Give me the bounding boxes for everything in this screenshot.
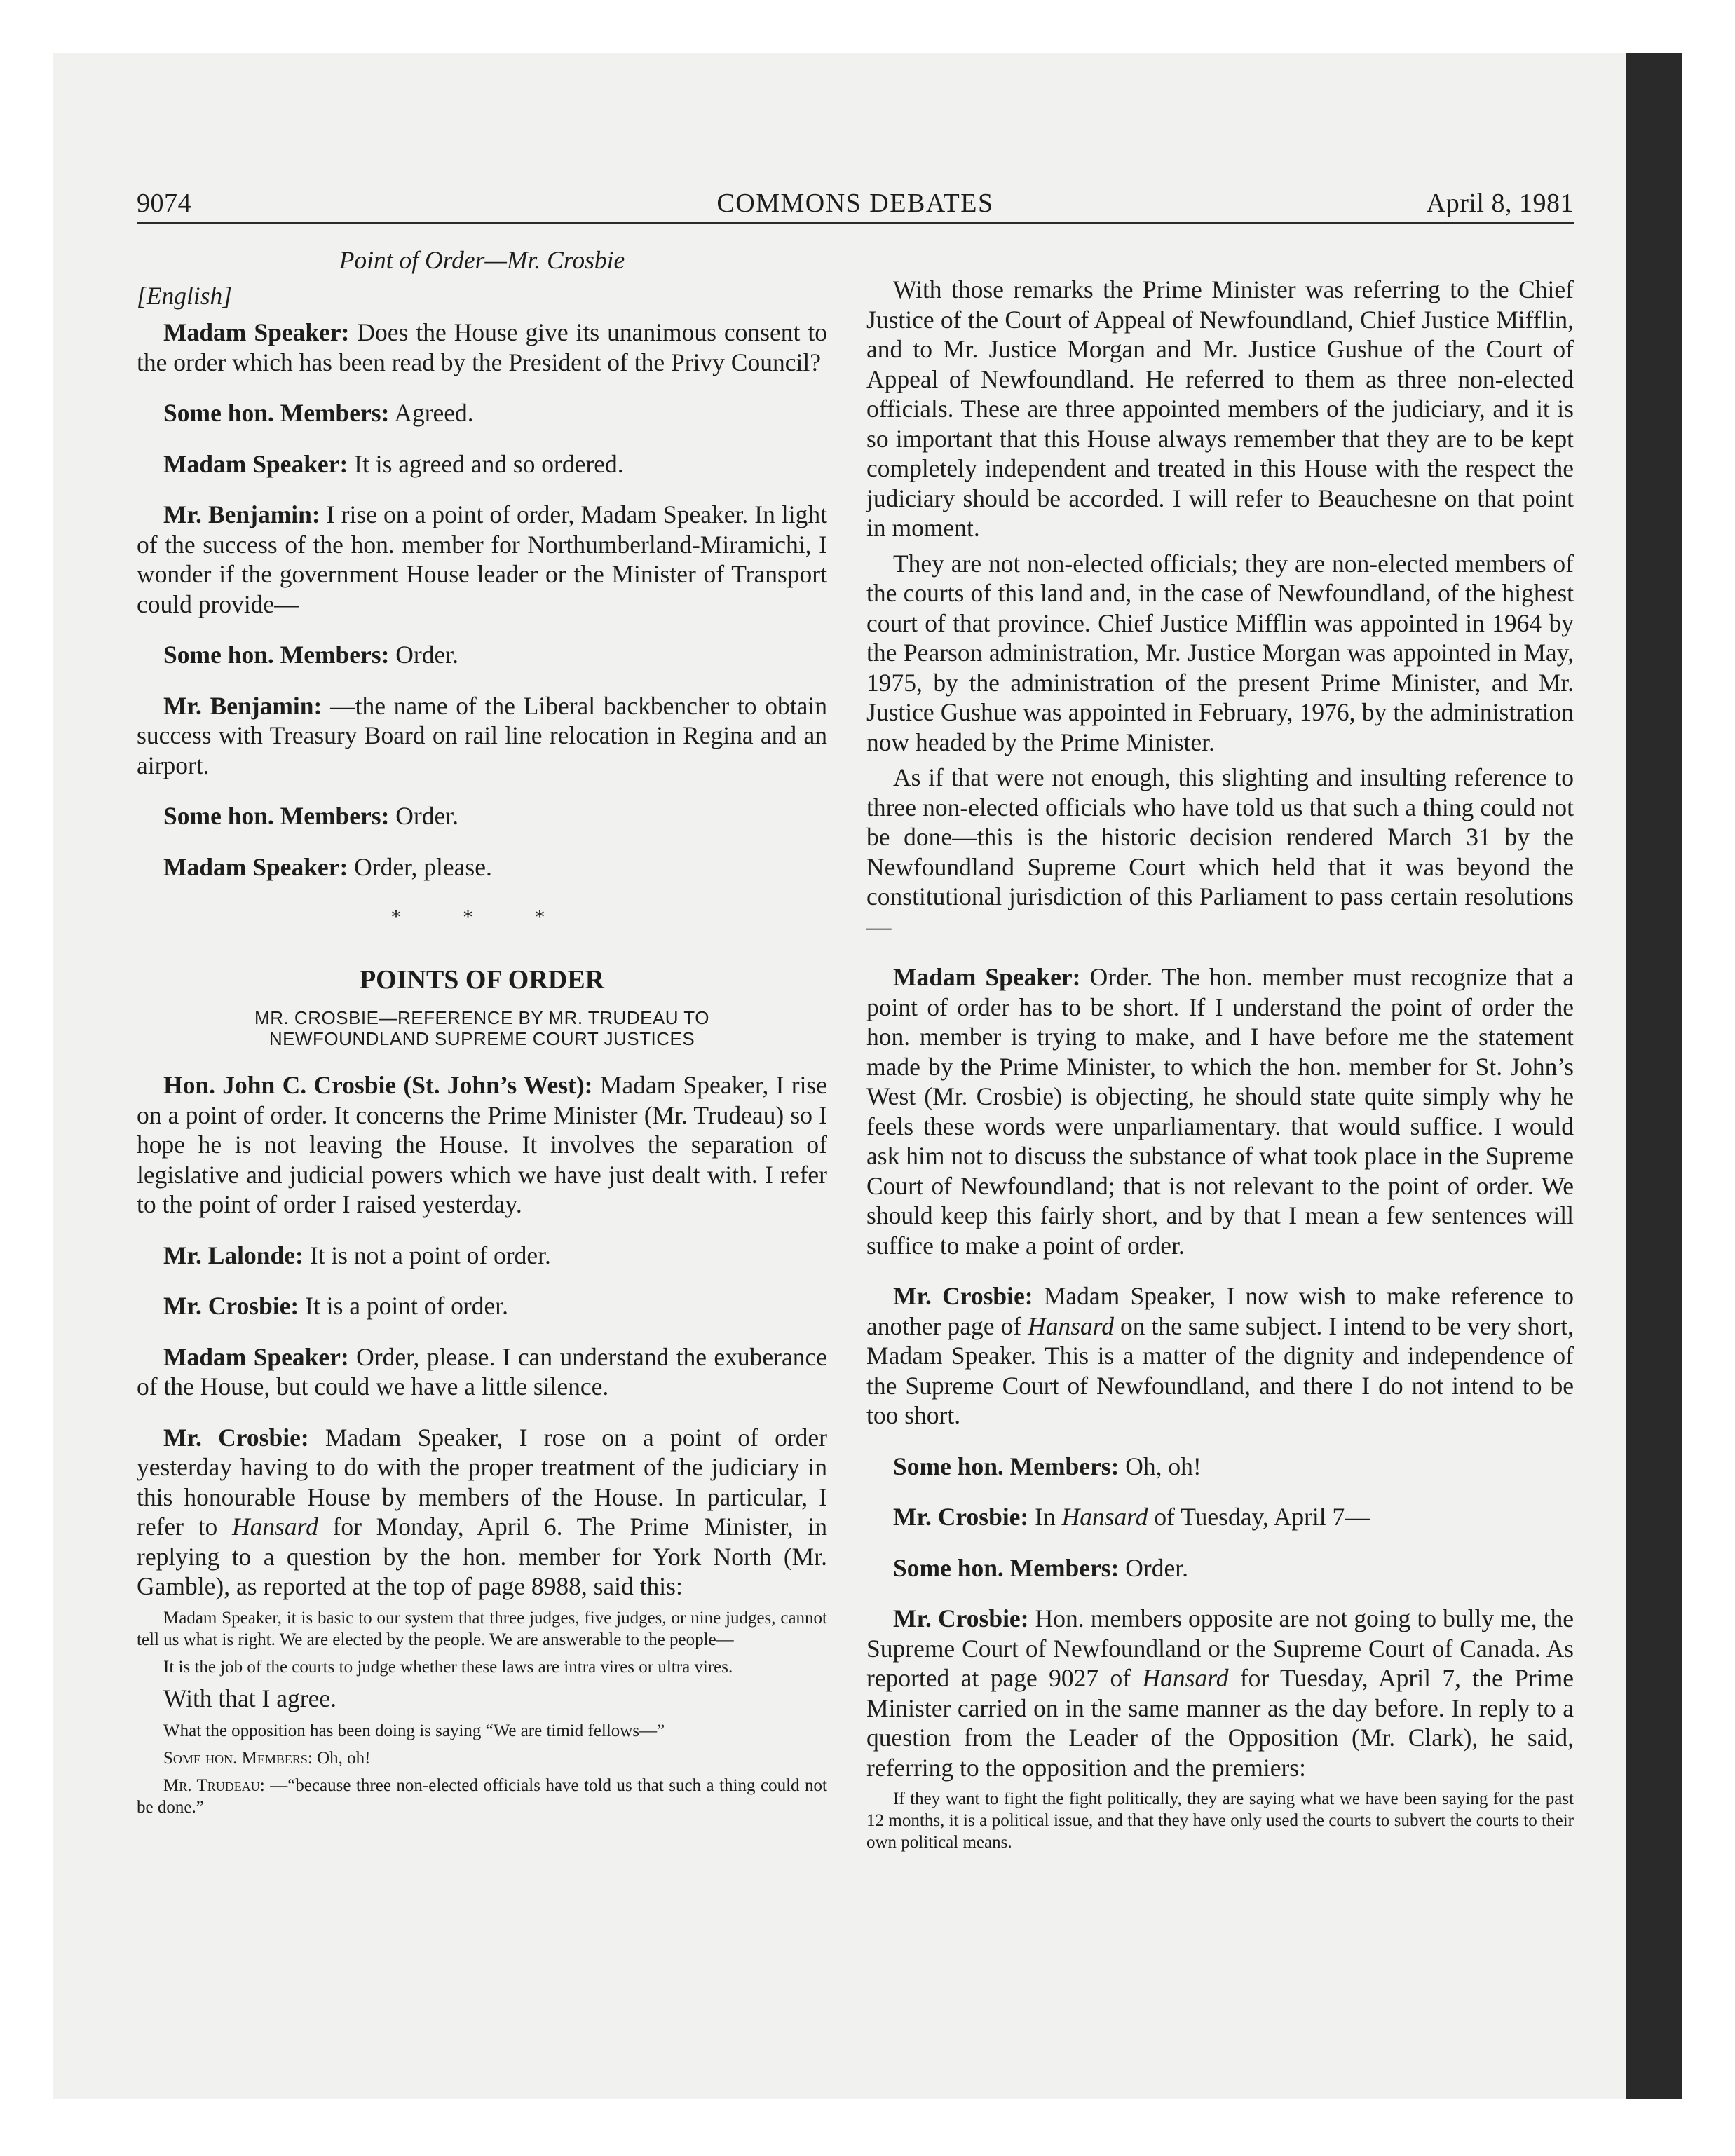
speech-text: It is agreed and so ordered. (348, 449, 624, 478)
speech-text: for Monday, April 6. The Prime Minister, in replying to a question by the hon. member for York North (Mr. Gamble), as reported at the top of page 8988, said this: (137, 1513, 827, 1600)
speaker-name: Mr. Crosbie: (893, 1503, 1029, 1531)
speech-text: Order. (389, 802, 459, 830)
speech-text: It is not a point of order. (303, 1241, 551, 1269)
speaker-name: Mr. Lalonde: (163, 1241, 304, 1269)
speech (866, 1281, 1574, 1431)
speaker-name: Mr. Crosbie: (893, 1604, 1029, 1632)
section-heading: POINTS OF ORDER (359, 964, 605, 995)
speaker-name: Madam Speaker: (163, 1342, 349, 1371)
speaker-name: Some hon. Members: (163, 802, 390, 830)
right-column (866, 275, 1574, 1859)
speech-text: Hon. members opposite are not going to bully me, the Supreme Court of Newfoundland or the Supreme Court of Canada. As reported at page 9027 of (866, 1604, 1574, 1692)
page-date: April 8, 1981 (1426, 189, 1574, 218)
quotation: It is the job of the courts to judge whether these laws are intra vires or ultra vires. (163, 1657, 733, 1677)
speech-text: Order. (389, 641, 459, 669)
hansard-reference: Hansard (231, 1513, 318, 1541)
quoted-speaker: Some hon. Members: (163, 1749, 313, 1768)
speech-text: Does the House give its unanimous consent to the order which has been read by the President of the Privy Council? (137, 318, 827, 376)
quoted-text: —“because three non-elected officials have told us that such a thing could not be done.” (137, 1776, 827, 1817)
header-rule (137, 222, 1574, 224)
hansard-reference: Hansard (1061, 1503, 1148, 1531)
quotation (137, 1775, 827, 1818)
speech-text: In (1028, 1503, 1062, 1531)
speech-continuation: As if that were not enough, this slighting and insulting reference to three non-elected officials who have told us that such a thing could not be done—this is the historic decision rendered March 31 by the Newfoundland Supreme Court which held that it was beyond the constitutional jurisdiction of this Parliament to pass certain resolutions— (866, 763, 1574, 941)
speech-text: Oh, oh! (1119, 1452, 1202, 1480)
speech (137, 1342, 827, 1402)
speaker-name: Madam Speaker: (163, 852, 348, 881)
speaker-name: Madam Speaker: (163, 318, 350, 346)
speech-continuation: With those remarks the Prime Minister was referring to the Chief Justice of the Court of Appeal of Newfoundland, Chief Justice Mifflin, and to Mr. Justice Morgan and Mr. Justice Gushue of the Court of Appeal of Newfoundland. He referred to them as three non-elected officials. These are three appointed members of the judiciary, and it is so important that this House always remember that they are to be kept completely independent and treated in this House with the respect the judiciary should be accorded. I will refer to Beauchesne on that point in moment. (866, 275, 1574, 542)
speech (866, 1502, 1574, 1532)
hansard-reference: Hansard (1142, 1664, 1229, 1692)
speaker-name: Some hon. Members: (893, 1452, 1120, 1480)
speech-text: —the name of the Liberal backbencher to obtain success with Treasury Board on rail line relocation in Regina and an airport. (137, 691, 827, 779)
speech-text: Agreed. (389, 399, 474, 427)
quotation: What the opposition has been doing is saying “We are timid fellows—” (163, 1721, 665, 1740)
speech-text: Madam Speaker, I rise on a point of order. It concerns the Prime Minister (Mr. Trudeau) so I hope he is not leaving the House. It involves the separation of legislative and judicial powers which we have just dealt with. I refer to the point of order I raised yesterday. (137, 1071, 827, 1218)
speech-text: Madam Speaker, I rose on a point of order yesterday having to do with the proper treatment of the judiciary in this honourable House by members of the House. In particular, I refer to (137, 1423, 827, 1541)
speaker-name: Hon. John C. Crosbie (St. John’s West): (163, 1071, 593, 1099)
speaker-name: Mr. Crosbie: (163, 1292, 299, 1320)
speaker-name: Some hon. Members: (163, 641, 390, 669)
speech-text: I rise on a point of order, Madam Speaker. In light of the success of the hon. member for Northumberland-Miramichi, I wonder if the government House leader or the Minister of Transport could provide— (137, 500, 827, 618)
speech-continuation: With that I agree. (163, 1684, 336, 1712)
quotation (137, 1747, 827, 1769)
speech (137, 449, 827, 479)
speaker-name: Mr. Crosbie: (163, 1423, 309, 1452)
subheading-line: NEWFOUNDLAND SUPREME COURT JUSTICES (268, 1028, 695, 1049)
speech-text: for Tuesday, April 7, the Prime Minister carried on in the same manner as the day before. In reply to a question from the Leader of the Opposition (Mr. Clark), he said, referring to the opposition and the premiers: (866, 1664, 1574, 1782)
speech-continuation: They are not non-elected officials; they are non-elected members of the courts of this land and, in the case of Newfoundland, of the highest court of that province. Chief Justice Mifflin was appointed in 1964 by the Pearson administration, Mr. Justice Morgan was appointed in May, 1975, by the administration of the present Prime Minister, and Mr. Justice Gushue was appointed in February, 1976, by the administration now headed by the Prime Minister. (866, 549, 1574, 756)
speaker-name: Mr. Benjamin: (163, 500, 320, 528)
speaker-name: Madam Speaker: (893, 963, 1081, 991)
speech-text: Order. The hon. member must recognize that a point of order has to be short. If I understand the point of order the hon. member is trying to make, and I have before me the statement made by the Prime Minister, to which the hon. member for St. John’s West (Mr. Crosbie) is objecting, he should state quite simply why he feels these words were unparliamentary. that would suffice. I would ask him not to discuss the substance of what took place in the Supreme Court of Newfoundland; that is not relevant to the point of order. We should keep this fairly short, and by that I mean a few sentences will suffice to make a point of order. (866, 963, 1574, 1260)
hansard-reference: Hansard (1028, 1311, 1115, 1340)
quoted-text: Oh, oh! (312, 1749, 371, 1768)
speech (137, 852, 827, 882)
speech (137, 691, 827, 781)
speaker-name: Some hon. Members: (163, 399, 390, 427)
section-break: * * * (390, 906, 573, 929)
speech (866, 962, 1574, 1260)
speech (137, 1291, 827, 1321)
speech-text: It is a point of order. (299, 1292, 508, 1320)
speech-text: Madam Speaker, I now wish to make reference to another page of (866, 1282, 1574, 1340)
speech-text: Order, please. (348, 852, 492, 881)
speaker-name: Mr. Benjamin: (163, 691, 322, 720)
page-header (137, 188, 1574, 226)
speaker-name: Some hon. Members: (893, 1553, 1120, 1582)
speaker-name: Madam Speaker: (163, 449, 348, 478)
publication-title: COMMONS DEBATES (716, 189, 994, 218)
speech (137, 318, 827, 377)
quotation: Madam Speaker, it is basic to our system that three judges, five judges, or nine judges, cannot tell us what is right. We are elected by the people. We are answerable to the people— (137, 1608, 827, 1649)
language-tag: [English] (137, 281, 233, 310)
scan-edge-shadow (1626, 53, 1682, 2099)
speech (866, 1452, 1574, 1482)
speech (137, 801, 827, 831)
speech (866, 1604, 1574, 1782)
speaker-name: Mr. Crosbie: (893, 1282, 1033, 1310)
quotation: If they want to fight the fight politically, they are saying what we have been saying for the past 12 months, it is a political issue, and that they have only used the courts to subvert the courts to their own political means. (866, 1789, 1574, 1852)
speech (137, 398, 827, 428)
speech-text: of Tuesday, April 7— (1148, 1503, 1370, 1531)
speech (137, 1423, 827, 1602)
speech (137, 640, 827, 670)
page-number: 9074 (137, 189, 191, 218)
speech-text: Order, please. I can understand the exuberance of the House, but could we have a little silence. (137, 1342, 827, 1400)
running-head: Point of Order—Mr. Crosbie (339, 246, 625, 274)
quoted-speaker: Mr. Trudeau: (163, 1776, 265, 1795)
speech (866, 1553, 1574, 1583)
speech-text: Order. (1119, 1553, 1189, 1582)
speech (137, 1070, 827, 1220)
left-column (137, 238, 827, 1824)
section-subheading (137, 1007, 827, 1049)
speech-text: on the same subject. I intend to be very short, Madam Speaker. This is a matter of the dignity and independence of the Supreme Court of Newfoundland, and there I do not intend to be too short. (866, 1311, 1574, 1429)
speech (137, 1241, 827, 1271)
subheading-line: MR. CROSBIE—REFERENCE BY MR. TRUDEAU TO (254, 1007, 709, 1028)
speech (137, 500, 827, 619)
